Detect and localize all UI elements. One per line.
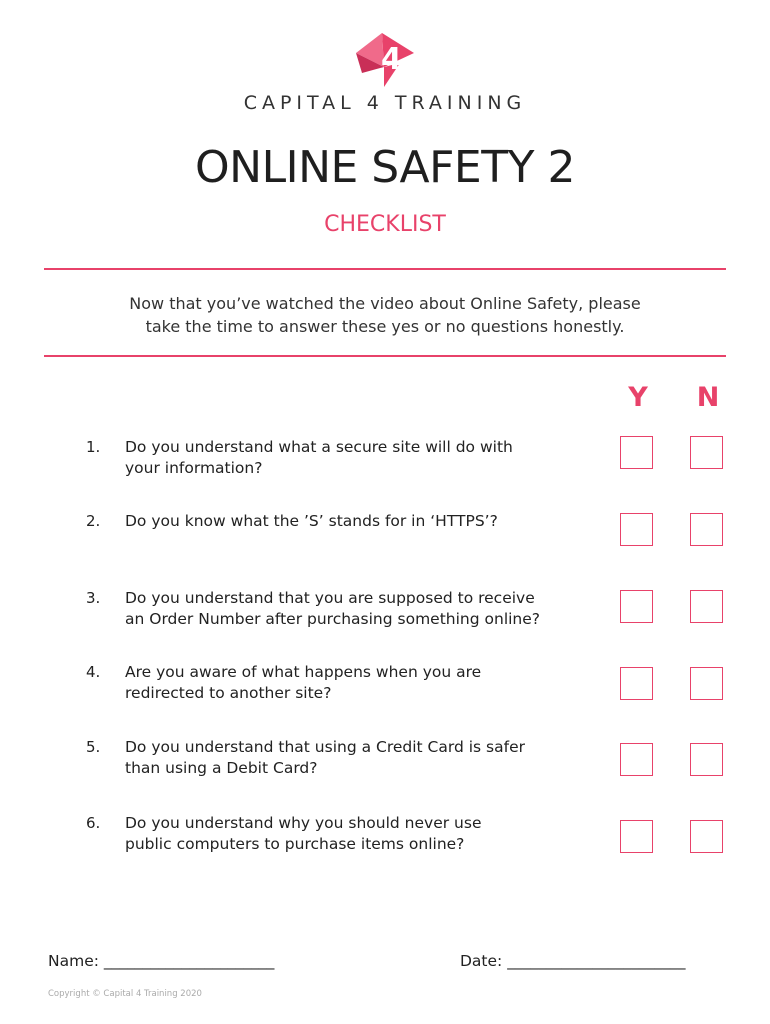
yes-checkbox[interactable] bbox=[620, 590, 653, 623]
name-field[interactable]: Name: ______________________ bbox=[48, 952, 275, 970]
intro-line-2: take the time to answer these yes or no questions honestly. bbox=[145, 317, 625, 336]
question-text bbox=[125, 588, 595, 630]
svg-text:4: 4 bbox=[381, 42, 402, 77]
copyright-text: Copyright © Capital 4 Training 2020 bbox=[48, 989, 202, 999]
question-line: your information? bbox=[125, 459, 263, 477]
yes-checkbox[interactable] bbox=[620, 820, 653, 853]
question-number: 5. bbox=[86, 738, 101, 756]
yes-column-header: Y bbox=[628, 382, 648, 413]
question-line: Do you understand why you should never use bbox=[125, 814, 482, 832]
yes-checkbox[interactable] bbox=[620, 667, 653, 700]
question-line: Do you understand that using a Credit Card is safer bbox=[125, 738, 525, 756]
question-text bbox=[125, 737, 595, 779]
question-text bbox=[125, 437, 595, 479]
brand-name: CAPITAL 4 TRAINING bbox=[243, 92, 527, 114]
no-checkbox[interactable] bbox=[690, 513, 723, 546]
question-number: 6. bbox=[86, 814, 101, 832]
question-text bbox=[125, 813, 595, 855]
intro-line-1: Now that you’ve watched the video about Online Safety, please bbox=[129, 294, 641, 313]
question-number: 2. bbox=[86, 512, 101, 530]
question-line: an Order Number after purchasing something online? bbox=[125, 610, 541, 628]
question-line: redirected to another site? bbox=[125, 684, 332, 702]
no-checkbox[interactable] bbox=[690, 743, 723, 776]
question-text bbox=[125, 511, 595, 532]
question-number: 3. bbox=[86, 589, 101, 607]
page-title: ONLINE SAFETY 2 bbox=[195, 142, 575, 193]
page-subtitle: CHECKLIST bbox=[324, 212, 446, 237]
no-checkbox[interactable] bbox=[690, 820, 723, 853]
capital-4-logo-icon bbox=[354, 33, 416, 88]
divider-top bbox=[44, 268, 726, 270]
question-line: Are you aware of what happens when you are bbox=[125, 663, 482, 681]
question-line: Do you understand what a secure site will do with bbox=[125, 438, 513, 456]
date-field[interactable]: Date: _______________________ bbox=[460, 952, 686, 970]
yes-checkbox[interactable] bbox=[620, 743, 653, 776]
question-number: 1. bbox=[86, 438, 101, 456]
no-checkbox[interactable] bbox=[690, 436, 723, 469]
divider-bottom bbox=[44, 355, 726, 357]
question-line: Do you know what the ’S’ stands for in ‘HTTPS’? bbox=[125, 512, 498, 530]
yes-checkbox[interactable] bbox=[620, 436, 653, 469]
question-line: Do you understand that you are supposed to receive bbox=[125, 589, 535, 607]
question-text bbox=[125, 662, 595, 704]
intro-text bbox=[60, 292, 710, 338]
yes-checkbox[interactable] bbox=[620, 513, 653, 546]
question-line: than using a Debit Card? bbox=[125, 759, 318, 777]
no-checkbox[interactable] bbox=[690, 590, 723, 623]
no-column-header: N bbox=[696, 382, 720, 413]
question-line: public computers to purchase items online? bbox=[125, 835, 465, 853]
no-checkbox[interactable] bbox=[690, 667, 723, 700]
question-number: 4. bbox=[86, 663, 101, 681]
